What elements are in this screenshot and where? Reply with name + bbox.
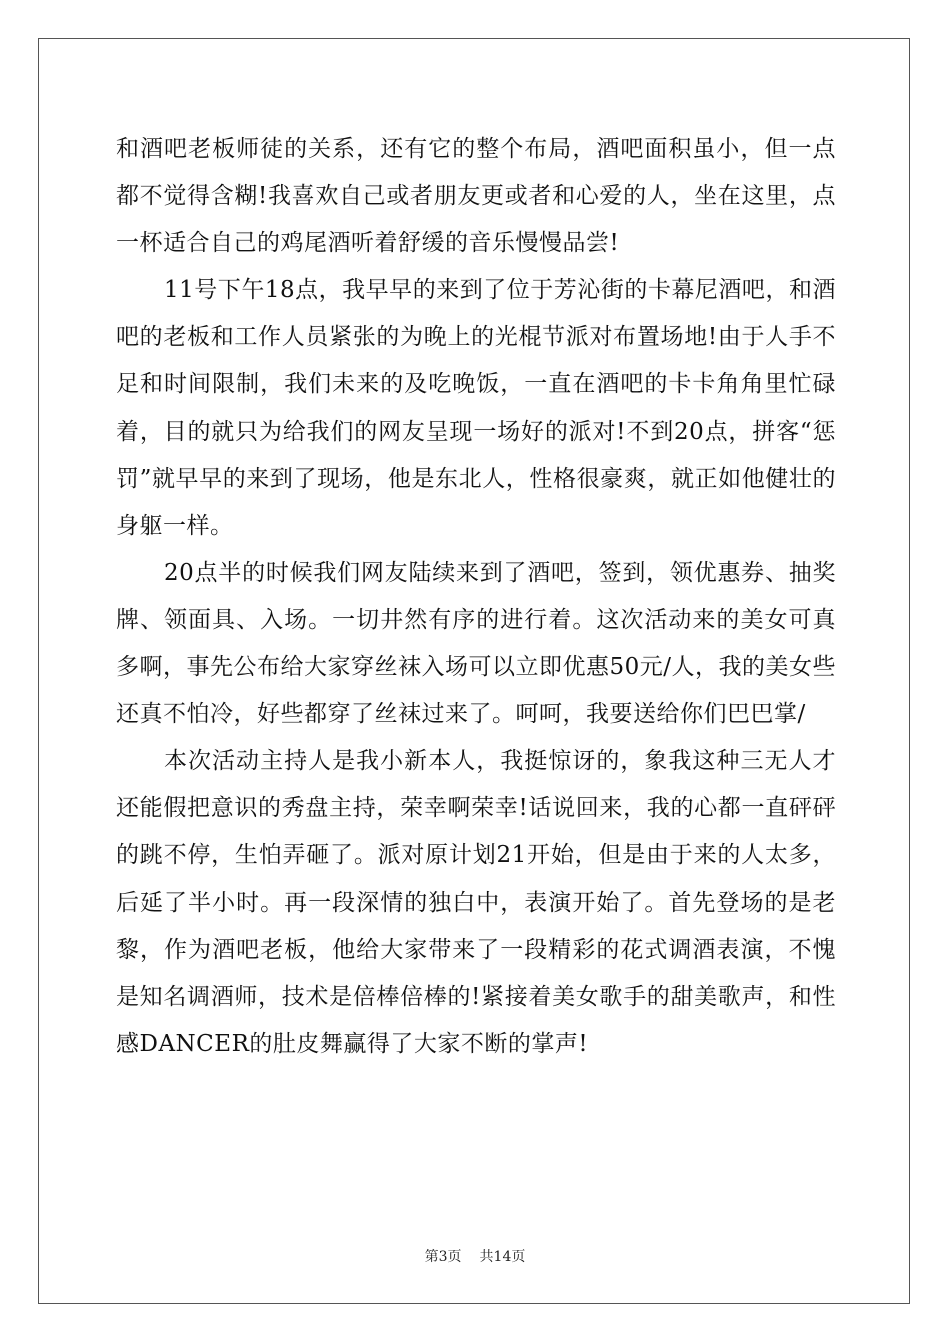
document-body	[116, 126, 836, 1068]
page-total: 共14页	[479, 1249, 526, 1265]
paragraph-3: 20点半的时候我们网友陆续来到了酒吧，签到，领优惠券、抽奖牌、领面具、入场。一切井然有序的进行着。这次活动来的美女可真多啊，事先公布给大家穿丝袜入场可以立即优惠50元/人，我的美女些还真不怕冷，好些都穿了丝袜过来了。呵呵，我要送给你们巴巴掌/	[116, 559, 837, 728]
paragraph-2: 11号下午18点，我早早的来到了位于芳沁街的卡幕尼酒吧，和酒吧的老板和工作人员紧张的为晚上的光棍节派对布置场地!由于人手不足和时间限制，我们未来的及吃晚饭，一直在酒吧的卡卡角角里忙碌着，目的就只为给我们的网友呈现一场好的派对!不到20点，拼客“惩罚”就早早的来到了现场，他是东北人，性格很豪爽，就正如他健壮的身躯一样。	[116, 277, 836, 539]
paragraph-4: 本次活动主持人是我小新本人，我挺惊讶的，象我这种三无人才还能假把意识的秀盘主持，荣幸啊荣幸!话说回来，我的心都一直砰砰的跳不停，生怕弄砸了。派对原计划21开始，但是由于来的人太多，后延了半小时。再一段深情的独白中，表演开始了。首先登场的是老黎，作为酒吧老板，他给大家带来了一段精彩的花式调酒表演，不愧是知名调酒师，技术是倍棒倍棒的!紧接着美女歌手的甜美歌声，和性感DANCER的肚皮舞赢得了大家不断的掌声!	[116, 748, 836, 1057]
page-footer	[0, 1246, 950, 1266]
page-number: 第3页	[424, 1249, 462, 1265]
paragraph-1: 和酒吧老板师徒的关系，还有它的整个布局，酒吧面积虽小，但一点都不觉得含糊!我喜欢自己或者朋友更或者和心爱的人，坐在这里，点一杯适合自己的鸡尾酒听着舒缓的音乐慢慢品尝!	[116, 136, 836, 257]
